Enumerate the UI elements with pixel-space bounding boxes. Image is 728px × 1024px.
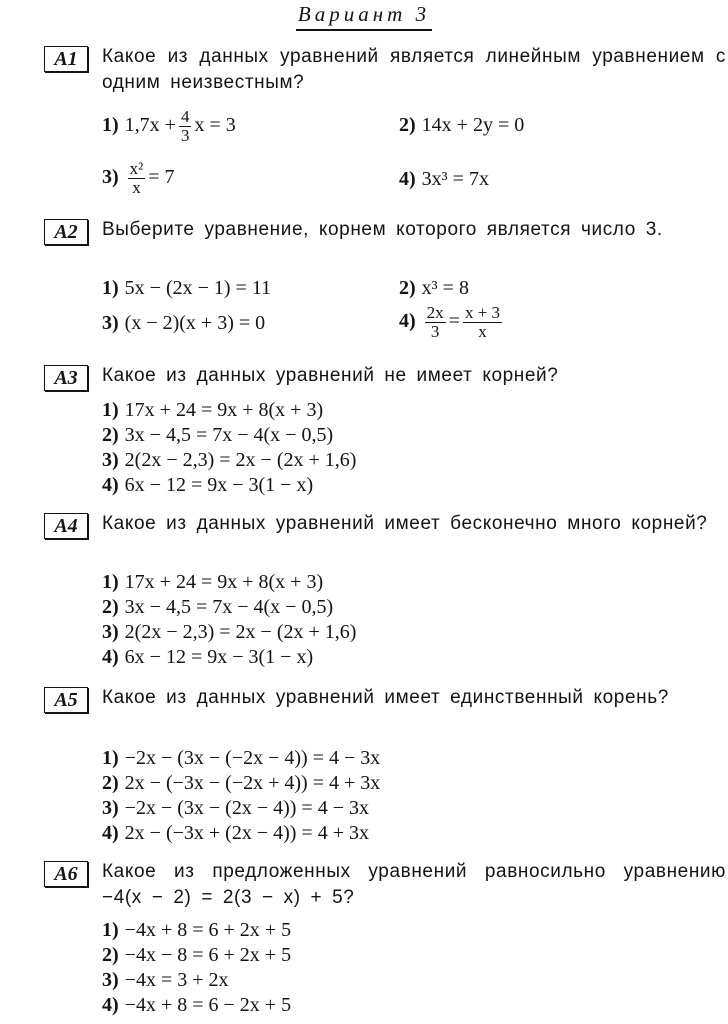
- option-number: 3): [102, 621, 119, 643]
- option-text: 2x − (−3x − (−2x + 4)) = 4 + 3x: [124, 772, 381, 794]
- option-text: x = 3: [194, 114, 236, 137]
- fraction-numerator: 2x: [426, 303, 444, 322]
- option-1: [102, 919, 291, 942]
- option-number: 4): [102, 646, 119, 668]
- fraction-denominator: 3: [430, 322, 440, 341]
- option-text: 17x + 24 = 9x + 8(x + 3): [124, 571, 324, 593]
- option-3: [102, 160, 175, 197]
- option-number: 2): [102, 772, 119, 794]
- option-2: [399, 277, 469, 300]
- variant-title: Вариант 3: [0, 2, 728, 27]
- option-text: 3x − 4,5 = 7x − 4(x − 0,5): [124, 596, 334, 618]
- option-3: [102, 449, 356, 472]
- option-4: [102, 646, 313, 669]
- option-text: −4x = 3 + 2x: [124, 969, 229, 991]
- option-number: 2): [399, 277, 416, 299]
- option-text: −2x − (3x − (2x − 4)) = 4 − 3x: [124, 797, 369, 819]
- option-1: [102, 277, 271, 300]
- task-question: Какое из предложенных уравнений равносильно уравнению −4(x − 2) = 2(3 − x) + 5?: [102, 861, 726, 908]
- task-question: Какое из данных уравнений является линейным уравнением с одним неизвестным?: [102, 46, 726, 93]
- task-label: A2: [44, 219, 88, 245]
- fraction: [463, 304, 502, 341]
- option-text: 1,7x +: [124, 114, 176, 137]
- option-text: 3x³ = 7x: [421, 168, 489, 190]
- fraction-denominator: x: [478, 322, 487, 341]
- option-text: 2(2x − 2,3) = 2x − (2x + 1,6): [124, 449, 357, 471]
- option-number: 1): [102, 919, 119, 941]
- option-text: −4x + 8 = 6 − 2x + 5: [124, 994, 292, 1016]
- option-2: [102, 424, 333, 447]
- task-label: A5: [44, 687, 88, 713]
- option-number: 2): [102, 424, 119, 446]
- fraction: [179, 108, 192, 145]
- option-text: 3x − 4,5 = 7x − 4(x − 0,5): [124, 424, 334, 446]
- task-label: A1: [44, 46, 88, 72]
- fraction-numerator: x²: [129, 159, 144, 178]
- option-number: 4): [102, 822, 119, 844]
- option-text: −4x + 8 = 6 + 2x + 5: [124, 919, 292, 941]
- option-text: −2x − (3x − (−2x − 4)) = 4 − 3x: [124, 747, 381, 769]
- option-number: 4): [102, 994, 119, 1016]
- task-label: A4: [44, 513, 88, 539]
- option-text: 6x − 12 = 9x − 3(1 − x): [124, 474, 314, 496]
- fraction-denominator: x: [132, 178, 141, 197]
- option-text: 5x − (2x − 1) = 11: [124, 277, 272, 299]
- option-2: [102, 944, 291, 967]
- option-number: 1): [102, 277, 119, 299]
- option-2: [102, 772, 380, 795]
- task-question: Какое из данных уравнений имеет бесконечно много корней?: [102, 513, 708, 534]
- fraction-denominator: 3: [180, 126, 190, 145]
- task-question: Какое из данных уравнений не имеет корней?: [102, 365, 559, 386]
- option-text: 17x + 24 = 9x + 8(x + 3): [124, 399, 324, 421]
- option-text: = 7: [148, 166, 175, 189]
- option-text: x³ = 8: [421, 277, 469, 299]
- option-text: 2x − (−3x + (2x − 4)) = 4 + 3x: [124, 822, 369, 844]
- task-question: Выберите уравнение, корнем которого является число 3.: [102, 219, 663, 240]
- option-4: [102, 822, 369, 845]
- option-1: [102, 747, 380, 770]
- option-3: [102, 621, 356, 644]
- fraction: [128, 160, 146, 197]
- option-text: 6x − 12 = 9x − 3(1 − x): [124, 646, 314, 668]
- option-2: [399, 114, 524, 137]
- option-number: 4): [399, 168, 416, 190]
- option-1: [102, 571, 323, 594]
- option-number: 3): [102, 312, 119, 334]
- option-number: 3): [102, 797, 119, 819]
- option-number: 3): [102, 969, 119, 991]
- option-4: [399, 304, 505, 341]
- option-number: 3): [102, 166, 119, 189]
- option-3: [102, 969, 229, 992]
- option-number: 1): [102, 114, 119, 137]
- equals-sign: =: [448, 310, 460, 333]
- option-4: [399, 168, 489, 191]
- option-number: 4): [399, 310, 416, 333]
- option-number: 1): [102, 747, 119, 769]
- option-number: 2): [102, 596, 119, 618]
- fraction: [425, 304, 446, 341]
- fraction-numerator: x + 3: [464, 303, 501, 322]
- task-question: Какое из данных уравнений имеет единственный корень?: [102, 687, 669, 708]
- task-label: A3: [44, 365, 88, 391]
- option-number: 3): [102, 449, 119, 471]
- option-text: 2(2x − 2,3) = 2x − (2x + 1,6): [124, 621, 357, 643]
- option-number: 1): [102, 571, 119, 593]
- option-2: [102, 596, 333, 619]
- task-label: A6: [44, 861, 88, 887]
- option-number: 1): [102, 399, 119, 421]
- option-text: −4x − 8 = 6 + 2x + 5: [124, 944, 292, 966]
- fraction-numerator: 4: [180, 107, 190, 126]
- option-4: [102, 994, 291, 1017]
- option-3: [102, 797, 369, 820]
- option-1: [102, 399, 323, 422]
- option-1: [102, 108, 236, 145]
- option-text: 14x + 2y = 0: [421, 114, 525, 136]
- option-number: 2): [102, 944, 119, 966]
- option-3: [102, 312, 265, 335]
- option-4: [102, 474, 313, 497]
- option-number: 2): [399, 114, 416, 136]
- option-text: (x − 2)(x + 3) = 0: [124, 312, 266, 334]
- option-number: 4): [102, 474, 119, 496]
